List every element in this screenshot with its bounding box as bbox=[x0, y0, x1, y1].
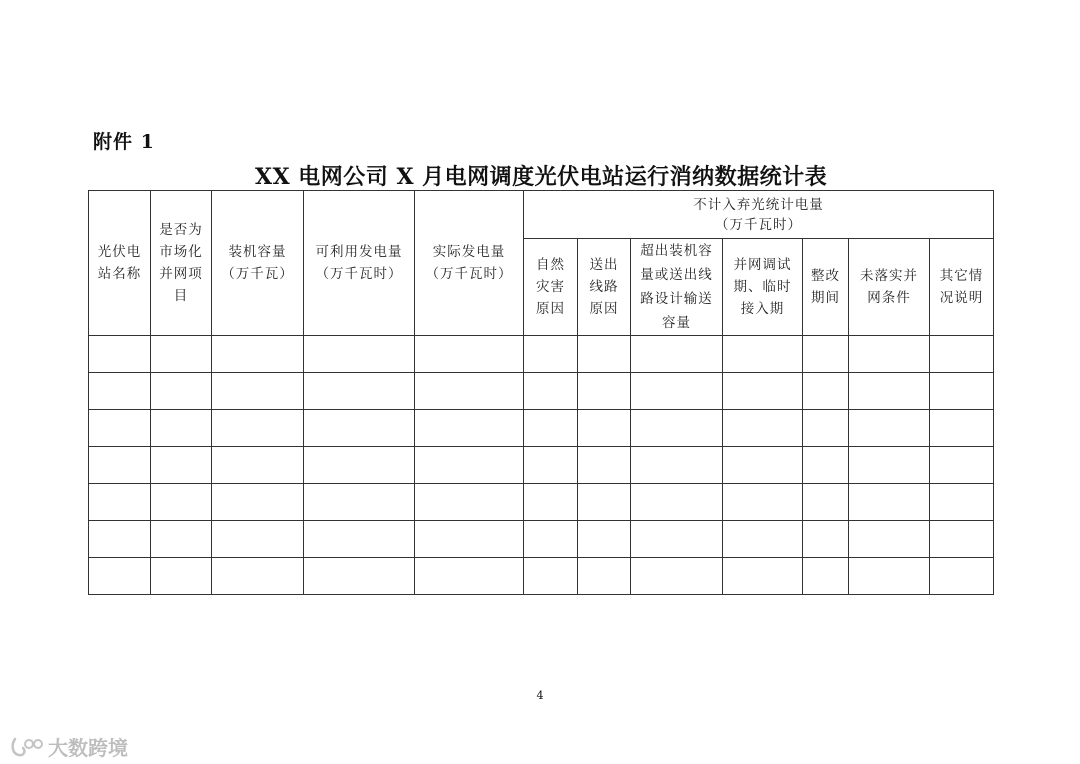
table-cell bbox=[415, 336, 524, 373]
table-cell bbox=[849, 373, 930, 410]
table-row bbox=[89, 410, 994, 447]
table-cell bbox=[849, 410, 930, 447]
table-header-row bbox=[89, 191, 994, 239]
table-cell bbox=[631, 336, 723, 373]
table-cell bbox=[849, 521, 930, 558]
table-row bbox=[89, 373, 994, 410]
table-cell bbox=[803, 410, 849, 447]
table-cell bbox=[803, 484, 849, 521]
table-cell bbox=[524, 373, 578, 410]
table-cell bbox=[930, 410, 994, 447]
table-cell bbox=[304, 558, 415, 595]
table-cell bbox=[803, 447, 849, 484]
table-cell bbox=[212, 336, 304, 373]
table-cell bbox=[151, 521, 212, 558]
table-cell bbox=[304, 484, 415, 521]
table-row bbox=[89, 447, 994, 484]
table-cell bbox=[304, 336, 415, 373]
table-cell bbox=[89, 521, 151, 558]
table-cell bbox=[415, 521, 524, 558]
table-cell bbox=[89, 484, 151, 521]
table-cell bbox=[723, 410, 803, 447]
table-cell bbox=[151, 484, 212, 521]
page-number: 4 bbox=[536, 689, 544, 702]
table-cell bbox=[723, 521, 803, 558]
table-cell bbox=[723, 558, 803, 595]
table-cell bbox=[930, 521, 994, 558]
table-cell bbox=[151, 373, 212, 410]
col-other-notes: 其它情 况说明 bbox=[930, 239, 994, 336]
table-cell bbox=[524, 521, 578, 558]
table-cell bbox=[304, 373, 415, 410]
table-cell bbox=[578, 336, 631, 373]
table-cell bbox=[631, 484, 723, 521]
table-cell bbox=[930, 484, 994, 521]
table-cell bbox=[415, 410, 524, 447]
col-station-name: 光伏电 站名称 bbox=[89, 191, 151, 336]
table-cell bbox=[578, 521, 631, 558]
table-cell bbox=[304, 521, 415, 558]
table-cell bbox=[212, 521, 304, 558]
table-cell bbox=[304, 447, 415, 484]
col-transmission-line: 送出 线路 原因 bbox=[578, 239, 631, 336]
table-cell bbox=[212, 373, 304, 410]
table-cell bbox=[849, 558, 930, 595]
table-cell bbox=[723, 373, 803, 410]
watermark-logo-icon bbox=[10, 736, 44, 758]
col-natural-disaster: 自然 灾害 原因 bbox=[524, 239, 578, 336]
table-cell bbox=[930, 447, 994, 484]
table-cell bbox=[631, 558, 723, 595]
col-actual-generation: 实际发电量 （万千瓦时） bbox=[415, 191, 524, 336]
col-grid-test: 并网调试 期、临时 接入期 bbox=[723, 239, 803, 336]
table-cell bbox=[723, 447, 803, 484]
table-cell bbox=[803, 521, 849, 558]
table-row bbox=[89, 521, 994, 558]
table-cell bbox=[631, 373, 723, 410]
table-cell bbox=[212, 410, 304, 447]
table-cell bbox=[89, 373, 151, 410]
table-cell bbox=[524, 558, 578, 595]
col-available-generation: 可利用发电量 （万千瓦时） bbox=[304, 191, 415, 336]
table-cell bbox=[723, 484, 803, 521]
table-cell bbox=[930, 558, 994, 595]
col-group-excluded-curtailment: 不计入弃光统计电量 （万千瓦时） bbox=[524, 191, 994, 239]
col-market-grid: 是否为 市场化 并网项 目 bbox=[151, 191, 212, 336]
table-cell bbox=[151, 410, 212, 447]
table-cell bbox=[631, 447, 723, 484]
attachment-label: 附件 1 bbox=[93, 131, 155, 153]
table-cell bbox=[849, 447, 930, 484]
table-cell bbox=[578, 373, 631, 410]
table-cell bbox=[89, 447, 151, 484]
table-cell bbox=[524, 410, 578, 447]
watermark bbox=[10, 732, 128, 761]
table-cell bbox=[415, 484, 524, 521]
table-cell bbox=[803, 373, 849, 410]
table-cell bbox=[212, 558, 304, 595]
table-cell bbox=[89, 558, 151, 595]
table-cell bbox=[578, 447, 631, 484]
col-exceed-capacity: 超出装机容 量或送出线 路设计输送 容量 bbox=[631, 239, 723, 336]
col-rectification: 整改 期间 bbox=[803, 239, 849, 336]
col-grid-conditions: 未落实并 网条件 bbox=[849, 239, 930, 336]
table-cell bbox=[524, 484, 578, 521]
table-cell bbox=[89, 336, 151, 373]
table-cell bbox=[151, 558, 212, 595]
table-cell bbox=[151, 447, 212, 484]
table-cell bbox=[803, 336, 849, 373]
statistics-table bbox=[88, 190, 994, 595]
table-cell bbox=[723, 336, 803, 373]
table-cell bbox=[930, 373, 994, 410]
table-cell bbox=[631, 410, 723, 447]
page-title: XX 电网公司 X 月电网调度光伏电站运行消纳数据统计表 bbox=[255, 164, 828, 190]
table-cell bbox=[415, 373, 524, 410]
table-cell bbox=[849, 336, 930, 373]
table-cell bbox=[415, 447, 524, 484]
table-cell bbox=[803, 558, 849, 595]
table-cell bbox=[212, 484, 304, 521]
table-row bbox=[89, 558, 994, 595]
table-cell bbox=[304, 410, 415, 447]
table-row bbox=[89, 336, 994, 373]
table-cell bbox=[578, 484, 631, 521]
table-cell bbox=[415, 558, 524, 595]
col-installed-capacity: 装机容量 （万千瓦） bbox=[212, 191, 304, 336]
table-cell bbox=[849, 484, 930, 521]
watermark-text: 大数跨境 bbox=[48, 736, 128, 760]
table-cell bbox=[578, 558, 631, 595]
table-cell bbox=[151, 336, 212, 373]
table-cell bbox=[578, 410, 631, 447]
table-cell bbox=[930, 336, 994, 373]
table-cell bbox=[89, 410, 151, 447]
table-cell bbox=[524, 447, 578, 484]
table-cell bbox=[631, 521, 723, 558]
table-row bbox=[89, 484, 994, 521]
table-cell bbox=[524, 336, 578, 373]
table-cell bbox=[212, 447, 304, 484]
